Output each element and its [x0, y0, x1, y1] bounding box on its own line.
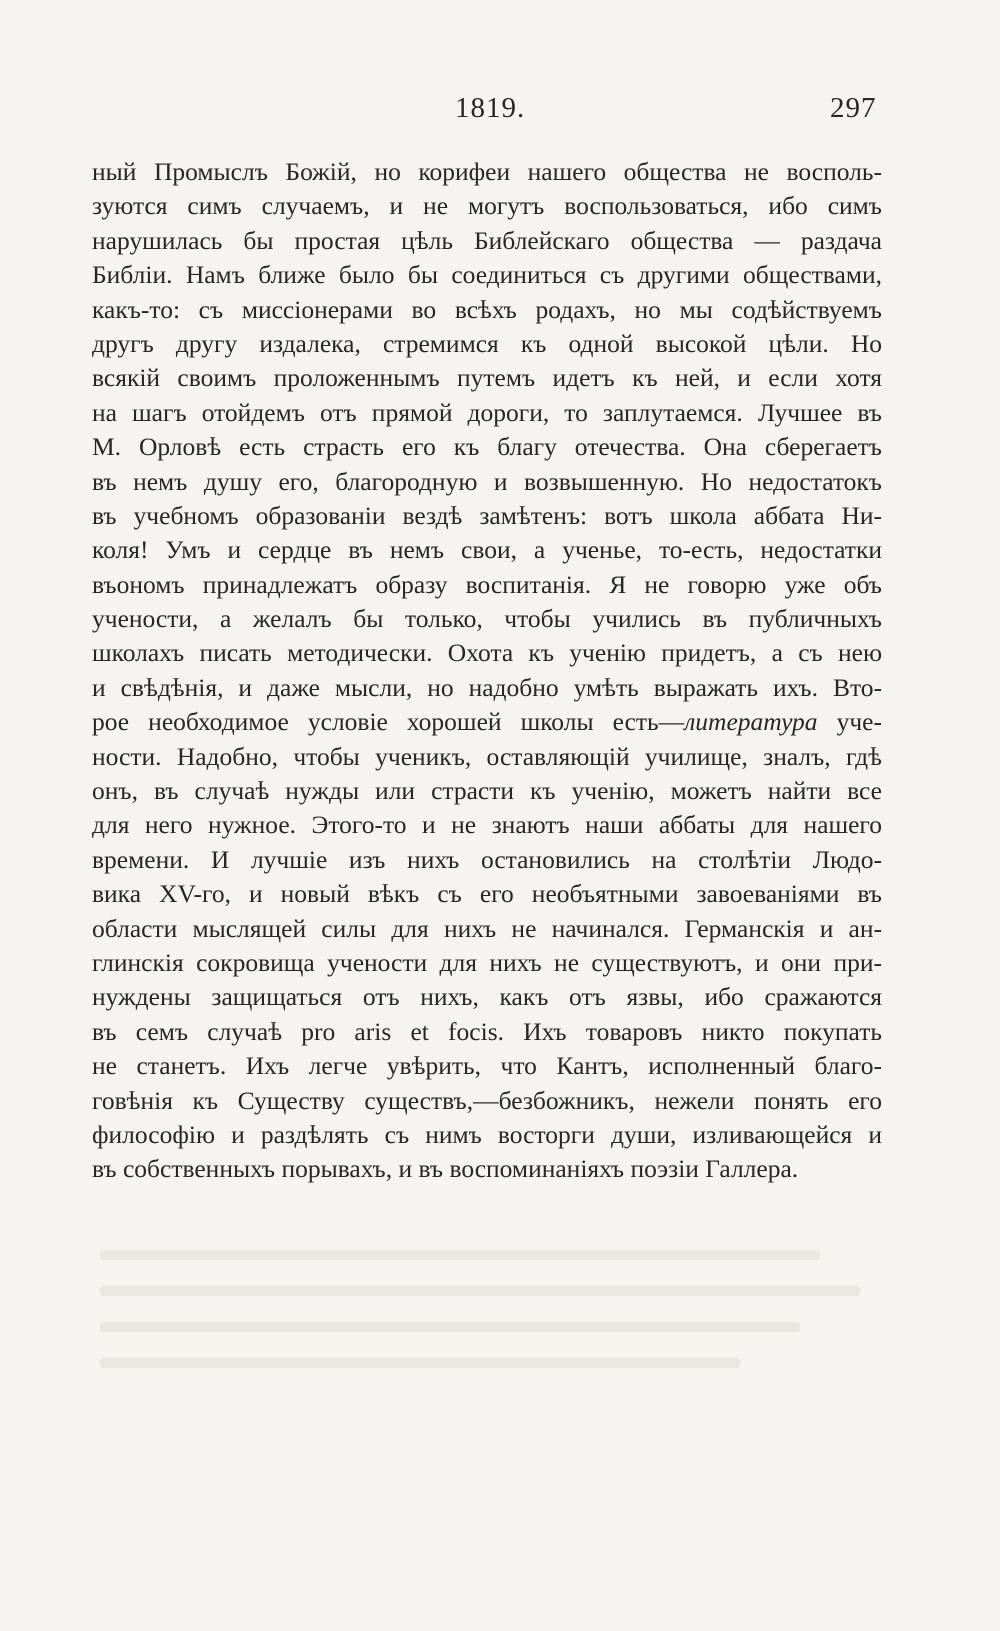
body-text: [92, 155, 882, 1187]
italic-term: литература: [684, 707, 818, 737]
page-number: 297: [830, 92, 877, 124]
show-through-from-reverse: [100, 1235, 890, 1379]
text-line: и свѣдѣнія, и даже мысли, но надобно умѣть выражать ихъ. Вто-: [92, 672, 882, 702]
text-line: ности. Надобно, чтобы ученикъ, оставляющій училище, зналъ, гдѣ: [92, 741, 882, 771]
text-line: нарушилась бы простая цѣль Библейскаго общества — раздача: [92, 225, 882, 255]
text-segment: уче-: [817, 707, 882, 737]
text-line: въономъ принадлежатъ образу воспитанія. Я не говорю уже объ: [92, 569, 882, 599]
text-line: зуются симъ случаемъ, и не могутъ воспользоваться, ибо симъ: [92, 191, 882, 221]
text-line: вика XV-го, и новый вѣкъ съ его необъятными завоеваніями въ: [92, 879, 882, 909]
text-line: коля! Умъ и сердце въ немъ свои, а ученье, то-есть, недостатки: [92, 535, 882, 565]
text-line: въ учебномъ образованіи вездѣ замѣтенъ: вотъ школа аббата Ни-: [92, 500, 882, 530]
text-line: онъ, въ случаѣ нужды или страсти къ ученію, можетъ найти все: [92, 776, 882, 806]
text-line: учености, а желалъ бы только, чтобы учились въ публичныхъ: [92, 604, 882, 634]
text-line: [92, 705, 882, 739]
text-line: времени. И лучшіе изъ нихъ остановились на столѣтіи Людо-: [92, 844, 882, 874]
text-line: другъ другу издалека, стремимся къ одной высокой цѣли. Но: [92, 328, 882, 358]
text-line: для него нужное. Этого-то и не знаютъ наши аббаты для нашего: [92, 810, 882, 840]
running-head: [0, 92, 1000, 132]
text-line: области мыслящей силы для нихъ не начинался. Германскія и ан-: [92, 913, 882, 943]
text-line: въ семъ случаѣ pro aris et focis. Ихъ товаровъ никто покупать: [92, 1016, 882, 1046]
text-line: на шагъ отойдемъ отъ прямой дороги, то заплутаемся. Лучшее въ: [92, 397, 882, 427]
text-segment: рое необходимое условіе хорошей школы есть—: [92, 707, 685, 737]
text-line: Библіи. Намъ ближе было бы соединиться съ другими обществами,: [92, 260, 882, 290]
text-line: въ собственныхъ порывахъ, и въ воспоминаніяхъ поэзіи Галлера.: [92, 1154, 799, 1184]
text-line: всякій своимъ проложеннымъ путемъ идетъ къ ней, и если хотя: [92, 363, 882, 393]
text-line: въ немъ душу его, благородную и возвышенную. Но недостатокъ: [92, 466, 882, 496]
text-line: ный Промыслъ Божій, но корифеи нашего общества не восполь-: [92, 157, 882, 186]
text-line: какъ-то: съ миссіонерами во всѣхъ родахъ, но мы содѣйствуемъ: [92, 294, 882, 324]
text-line: глинскія сокровища учености для нихъ не существуютъ, и они при-: [92, 947, 882, 977]
text-line: говѣнія къ Существу существъ,—безбожникъ, нежели понять его: [92, 1085, 882, 1115]
running-head-year: 1819.: [455, 92, 526, 124]
text-line: школахъ писать методически. Охота къ ученію придетъ, а съ нею: [92, 638, 882, 668]
text-line: М. Орловѣ есть страсть его къ благу отечества. Она сберегаетъ: [92, 432, 882, 462]
text-line: философію и раздѣлять съ нимъ восторги души, изливающейся и: [92, 1119, 882, 1149]
text-line: не станетъ. Ихъ легче увѣрить, что Кантъ, исполненный благо-: [92, 1051, 882, 1081]
text-line: нуждены защищаться отъ нихъ, какъ отъ язвы, ибо сражаются: [92, 982, 882, 1012]
